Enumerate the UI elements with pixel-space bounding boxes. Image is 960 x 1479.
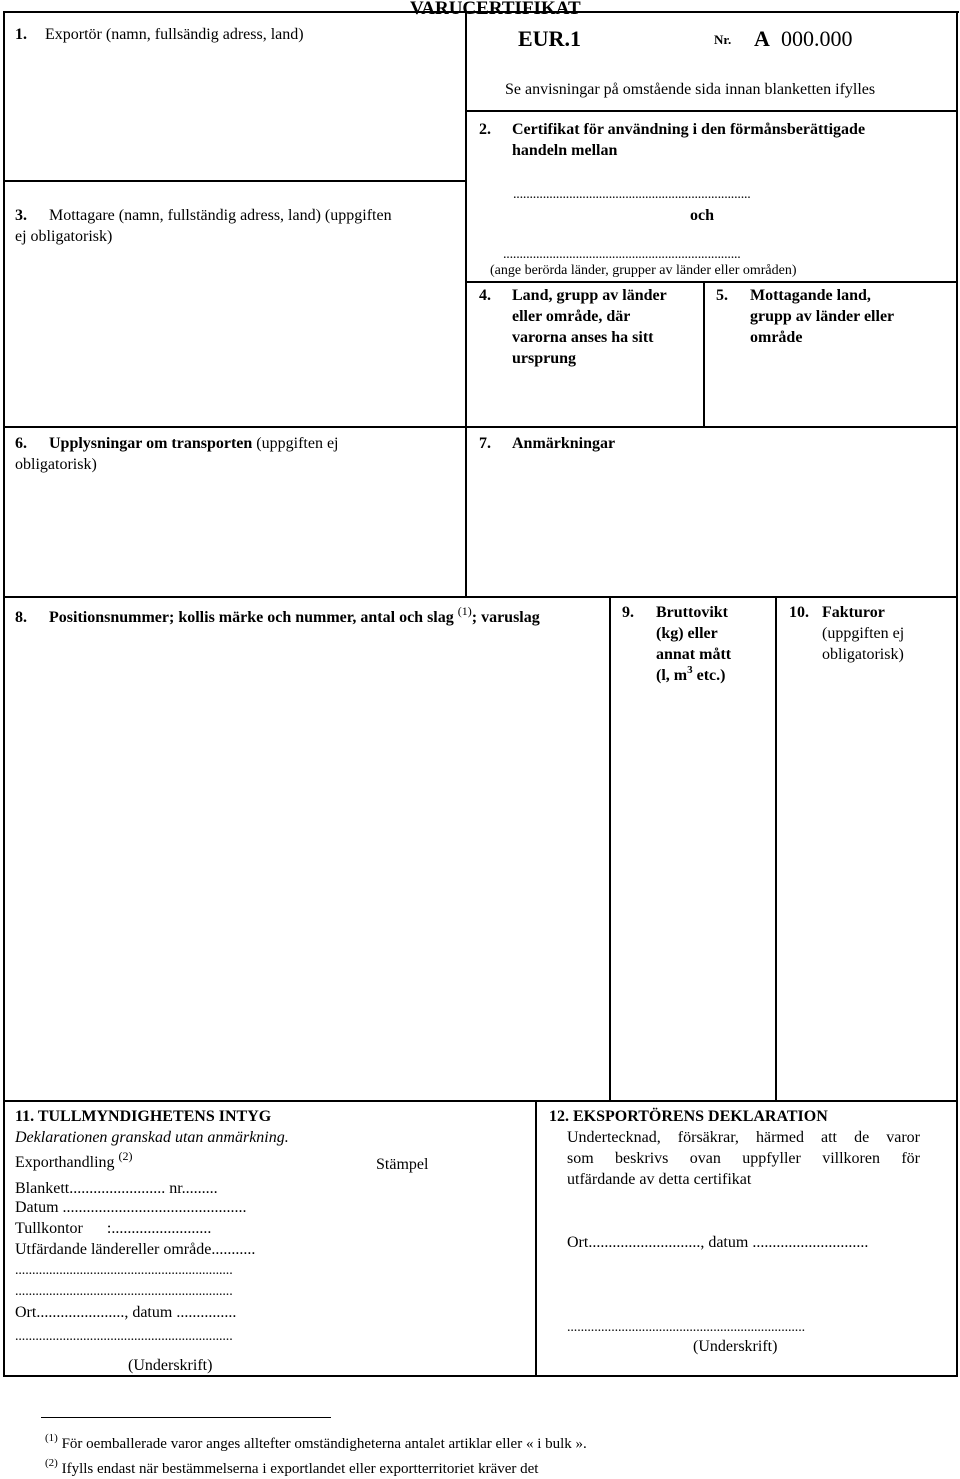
- box12-text3: utfärdande av detta certifikat: [567, 1171, 752, 1188]
- box2-number: 2.: [479, 121, 491, 138]
- box6-line2: obligatorisk): [15, 456, 97, 473]
- box1-number: 1.: [15, 26, 27, 43]
- box8-label-text: Positionsnummer; kollis märke och nummer, antal och slag: [49, 609, 454, 626]
- divider-box9-box10: [775, 596, 777, 1101]
- frame-left-line: [3, 11, 5, 1377]
- box10-number: 10.: [789, 604, 809, 621]
- box12-text1: Undertecknad, försäkrar, härmed att de varor: [567, 1129, 920, 1146]
- certificate-number: 000.000: [781, 26, 853, 51]
- box11-export-text: Exporthandling: [15, 1154, 115, 1171]
- box9-number: 9.: [622, 604, 634, 621]
- box1-label: [15, 24, 304, 45]
- box11-tullkontor: Tullkontor :.........................: [15, 1220, 212, 1237]
- footnote-1-mark: (1): [45, 1432, 58, 1444]
- divider-under-box1: [3, 180, 466, 182]
- box11-subtitle: Deklarationen granskad utan anmärkning.: [15, 1129, 289, 1146]
- box5-line2: grupp av länder eller: [750, 308, 895, 325]
- divider-above-box8: [3, 596, 958, 598]
- box8-number: 8.: [15, 609, 27, 626]
- box8-label: [49, 604, 540, 628]
- box4-line1: Land, grupp av länder: [512, 287, 667, 304]
- box9-line4-b: etc.): [692, 667, 726, 684]
- box11-dots-c: ................................................................: [15, 1329, 233, 1344]
- box9-line3: annat mått: [656, 646, 732, 663]
- box12-signature: (Underskrift): [693, 1338, 778, 1355]
- box11-utfardande: Utfärdande ländereller område...........: [15, 1241, 256, 1258]
- box7-number: 7.: [479, 435, 491, 452]
- box2-dots-second-party: ........................................................................: [503, 247, 741, 262]
- footnote-separator: [41, 1417, 331, 1418]
- box10-line1: Fakturor: [822, 604, 885, 621]
- box10-line3: obligatorisk): [822, 646, 904, 663]
- box9-line4: [656, 665, 725, 686]
- box6-label-bold: Upplysningar om transporten: [49, 435, 253, 452]
- box5-number: 5.: [716, 287, 728, 304]
- box3-line2: ej obligatorisk): [15, 228, 113, 245]
- box2-line1: Certifikat för användning i den förmånsberättigade: [512, 121, 866, 138]
- box4-line3: varorna anses ha sitt: [512, 329, 654, 346]
- box3-number: 3.: [15, 207, 27, 224]
- divider-box8-box9: [609, 596, 611, 1101]
- box4-line4: ursprung: [512, 350, 577, 367]
- box7-label: Anmärkningar: [512, 435, 616, 452]
- frame-right-line: [956, 11, 958, 1377]
- box12-dots: ......................................................................: [567, 1320, 806, 1335]
- box11-signature: (Underskrift): [128, 1357, 213, 1374]
- divider-above-box4: [465, 281, 957, 283]
- footnote-1: [45, 1434, 587, 1454]
- footnote-2: [45, 1459, 538, 1479]
- box2-och: och: [690, 207, 714, 224]
- box5-line1: Mottagande land,: [750, 287, 871, 304]
- box6-number: 6.: [15, 435, 27, 452]
- box11-datum: Datum ..............................................: [15, 1199, 247, 1216]
- certificate-title: VARUCERTIFIKAT: [410, 0, 581, 19]
- box12-ort-datum: Ort............................, datum .............................: [567, 1234, 869, 1251]
- box12-text2: som beskrivs ovan uppfyller villkoren för: [567, 1150, 920, 1167]
- divider-under-instruction: [465, 110, 957, 112]
- divider-above-box11: [3, 1100, 958, 1102]
- box2-dots-first-party: ........................................................................: [513, 187, 751, 202]
- footnote-1-text: För oemballerade varor anges alltefter omständigheterna antalet artiklar eller « i bulk ».: [61, 1436, 587, 1452]
- box1-text: Exportör (namn, fullsändig adress, land): [45, 26, 304, 43]
- box9-line1: Bruttovikt: [656, 604, 728, 621]
- box2-line2: handeln mellan: [512, 142, 618, 159]
- form-code: EUR.1: [518, 26, 581, 51]
- box10-line2: (uppgiften ej: [822, 625, 905, 642]
- box9-line2: (kg) eller: [656, 625, 718, 642]
- box11-dots-b: ................................................................: [15, 1284, 233, 1299]
- footnote-2-mark: (2): [45, 1457, 58, 1469]
- box11-dots-a: ................................................................: [15, 1263, 233, 1278]
- box11-title: 11. TULLMYNDIGHETENS INTYG: [15, 1108, 272, 1125]
- divider-box6-box7: [465, 426, 467, 597]
- divider-box11-box12: [535, 1100, 537, 1376]
- box6-line1: [49, 433, 339, 454]
- box11-footnote-ref: (2): [118, 1149, 133, 1163]
- box9-line4-a: (l, m: [656, 667, 688, 684]
- nr-label: Nr.: [714, 32, 732, 47]
- box6-label-rest: (uppgiften ej: [252, 435, 339, 452]
- series-letter: A: [754, 26, 770, 51]
- box4-number: 4.: [479, 287, 491, 304]
- divider-box1-box2: [465, 11, 467, 427]
- footnote-2-text: Ifylls endast när bestämmelserna i exportlandet eller exportterritoriet kräver det: [61, 1461, 539, 1477]
- box3-label-bold: Mottagare (namn, fullständig adress, land) (uppgiften: [49, 207, 392, 224]
- divider-box4-box5: [703, 281, 705, 427]
- instruction-text: Se anvisningar på omstående sida innan blanketten ifylles: [505, 81, 876, 98]
- box8-footnote-ref: (1): [457, 604, 472, 618]
- box3-line1: [49, 205, 392, 226]
- box4-line2: eller område, där: [512, 308, 631, 325]
- box11-export-label: [15, 1149, 133, 1173]
- box9-superscript: 3: [687, 664, 693, 676]
- box5-line3: område: [750, 329, 803, 346]
- box12-title: 12. EKSPORTÖRENS DEKLARATION: [549, 1108, 828, 1125]
- divider-above-box6: [3, 426, 958, 428]
- box11-blankett: Blankett........................ nr.........: [15, 1180, 218, 1197]
- box2-note: (ange berörda länder, grupper av länder eller områden): [490, 263, 797, 278]
- box11-stamp: Stämpel: [376, 1156, 429, 1173]
- box8-label-rest: ; varuslag: [471, 609, 540, 626]
- box11-ort-datum: Ort......................, datum ...............: [15, 1304, 237, 1321]
